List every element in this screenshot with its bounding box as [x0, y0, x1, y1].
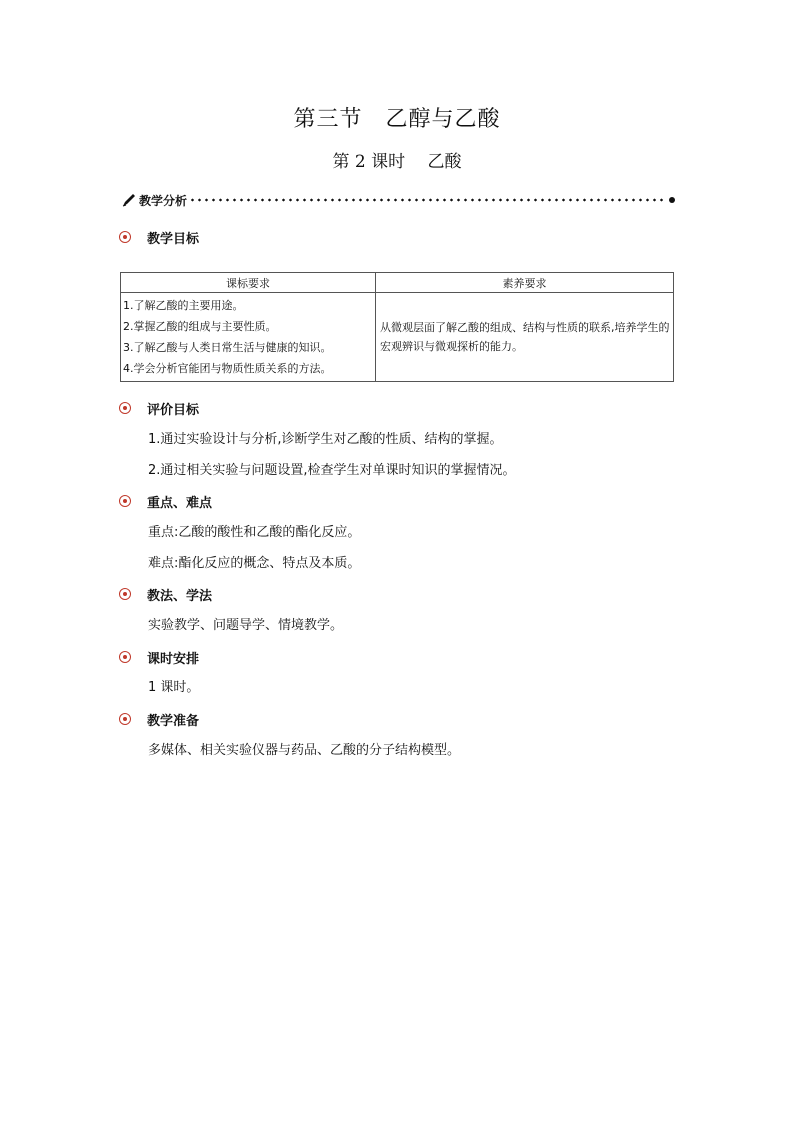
- pen-icon: [121, 192, 137, 208]
- header-literacy: 素养要求: [376, 273, 674, 293]
- key-points-heading: [119, 492, 212, 510]
- curriculum-item: 3.了解乙酸与人类日常生活与健康的知识。: [123, 341, 332, 354]
- curriculum-item: 2.掌握乙酸的组成与主要性质。: [123, 320, 277, 333]
- objectives-title: 教学目标: [147, 231, 200, 247]
- target-bullet-icon: [119, 651, 131, 663]
- literacy-cell: [376, 293, 674, 382]
- preparation-heading: [119, 710, 199, 728]
- target-bullet-icon: [119, 713, 131, 725]
- methods-title: 教法、学法: [147, 588, 213, 604]
- key-points-title: 重点、难点: [147, 495, 213, 511]
- objectives-table: [120, 272, 674, 382]
- lesson-subtitle: 第 2 课时 乙酸: [332, 152, 462, 172]
- divider-end-dot: [669, 197, 675, 203]
- curriculum-cell: [121, 293, 376, 382]
- evaluation-line: 2.通过相关实验与问题设置,检查学生对单课时知识的掌握情况。: [148, 463, 516, 478]
- target-bullet-icon: [119, 402, 131, 414]
- table-row: [121, 293, 674, 382]
- dotted-divider: [189, 196, 667, 204]
- preparation-line: 多媒体、相关实验仪器与药品、乙酸的分子结构模型。: [148, 743, 461, 758]
- evaluation-heading: [119, 399, 199, 417]
- target-bullet-icon: [119, 588, 131, 600]
- methods-heading: [119, 585, 212, 603]
- curriculum-item: 4.学会分析官能团与物质性质关系的方法。: [123, 362, 332, 375]
- target-bullet-icon: [119, 495, 131, 507]
- table-header-row: [121, 273, 674, 293]
- schedule-title: 课时安排: [147, 651, 200, 667]
- schedule-line: 1 课时。: [148, 680, 200, 695]
- header-curriculum: 课标要求: [121, 273, 376, 293]
- literacy-text: 从微观层面了解乙酸的组成、结构与性质的联系,培养学生的宏观辨识与微观探析的能力。: [380, 321, 670, 353]
- curriculum-item: 1.了解乙酸的主要用途。: [123, 299, 244, 312]
- evaluation-title: 评价目标: [147, 402, 200, 418]
- evaluation-line: 1.通过实验设计与分析,诊断学生对乙酸的性质、结构的掌握。: [148, 432, 503, 447]
- key-point-line: 重点:乙酸的酸性和乙酸的酯化反应。: [148, 525, 361, 540]
- teaching-analysis-bar: [121, 191, 675, 209]
- section-title: 第三节 乙醇与乙酸: [293, 107, 501, 132]
- difficulty-line: 难点:酯化反应的概念、特点及本质。: [148, 556, 361, 571]
- preparation-title: 教学准备: [147, 713, 200, 729]
- objectives-heading: [119, 228, 199, 246]
- target-bullet-icon: [119, 231, 131, 243]
- teaching-analysis-label: 教学分析: [139, 193, 188, 208]
- methods-line: 实验教学、问题导学、情境教学。: [148, 618, 344, 633]
- schedule-heading: [119, 648, 199, 666]
